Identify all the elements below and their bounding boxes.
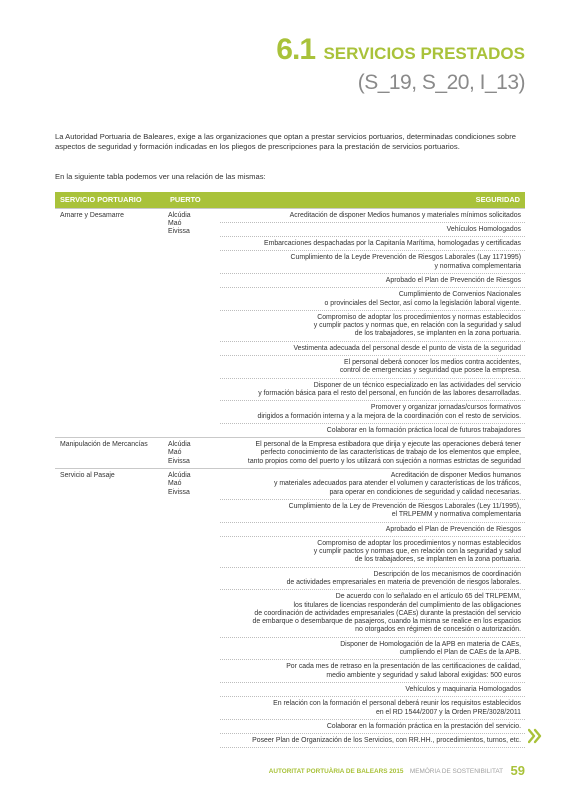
safety-requirement-cell: Vestimenta adecuada del personal desde el punto de vista de la seguridad	[220, 341, 525, 355]
section-header	[276, 33, 525, 95]
table-row	[55, 469, 525, 500]
safety-requirement-cell: Cumplimiento de Convenios Nacionales o provinciales del Sector, así como la legislación laboral vigente.	[220, 288, 525, 311]
safety-requirement-cell: Descripción de los mecanismos de coordinación de actividades empresariales en materia de prevención de riesgos laborales.	[220, 567, 525, 590]
safety-requirement-cell: Colaborar en la formación práctica local de futuros trabajadores	[220, 423, 525, 437]
safety-requirement-cell: Acreditación de disponer Medios humanos y materiales mínimos solicitados	[220, 208, 525, 222]
service-name-cell: Servicio al Pasaje	[55, 469, 165, 748]
section-title: SERVICIOS PRESTADOS	[323, 44, 525, 63]
safety-requirement-cell: Acreditación de disponer Medios humanos y materiales adecuados para atender el volumen y características de los tráficos, para operar en condiciones de seguridad y calidad necesarias.	[220, 469, 525, 500]
safety-requirement-cell: Disponer de Homologación de la APB en materia de CAEs, cumpliendo el Plan de CAEs de la APB.	[220, 637, 525, 660]
table-row	[55, 438, 525, 469]
ports-cell: Alcúdia Maó Eivissa	[165, 438, 220, 469]
column-header-puerto: PUERTO	[165, 192, 220, 208]
safety-requirement-cell: El personal de la Empresa estibadora que dirija y ejecute las operaciones deberá tener perfecto conocimiento de las características de trabajo de los elementos que emplee, tanto propios como del puerto y los utilizará con sujeción a normas estrictas de seguridad	[220, 438, 525, 469]
safety-requirement-cell: El personal deberá conocer los medios contra accidentes, control de emergencias y seguridad que posee la empresa.	[220, 356, 525, 379]
table-body	[55, 208, 525, 748]
safety-requirement-cell: Aprobado el Plan de Prevención de Riesgos	[220, 522, 525, 536]
page-number: 59	[510, 763, 525, 778]
page-footer	[269, 760, 525, 778]
column-header-servicio: SERVICIO PORTUARIO	[55, 192, 165, 208]
safety-requirement-cell: Compromiso de adoptar los procedimientos y normas establecidos y cumplir pactos y normas que, en relación con la seguridad y salud de los trabajadores, se implanten en la zona portuaria.	[220, 536, 525, 567]
service-name-cell: Amarre y Desamarre	[55, 208, 165, 438]
table-header-row	[55, 192, 525, 208]
ports-cell: Alcúdia Maó Eivissa	[165, 208, 220, 438]
safety-requirement-cell: Aprobado el Plan de Prevención de Riesgos	[220, 273, 525, 287]
safety-requirement-cell: Compromiso de adoptar los procedimientos y normas establecidos y cumplir pactos y normas que, en relación con la seguridad y salud de los trabajadores, se implanten en la zona portuaria.	[220, 310, 525, 341]
intro-paragraph: La Autoridad Portuaria de Baleares, exige a las organizaciones que optan a prestar servicios portuarios, determinadas condiciones sobre aspectos de seguridad y formación indicadas en los pliegos de prescripciones para la prestación de servicios portuarios.	[55, 132, 516, 151]
safety-requirement-cell: Poseer Plan de Organización de los Servicios, con RR.HH., procedimientos, turnos, etc.	[220, 734, 525, 748]
table-row	[55, 208, 525, 222]
safety-requirement-cell: Promover y organizar jornadas/cursos formativos dirigidos a formación interna y a la mejora de la coordinación con el resto de servicios.	[220, 401, 525, 424]
double-chevron-right-icon[interactable]	[528, 728, 542, 744]
safety-requirement-cell: Vehículos Homologados	[220, 222, 525, 236]
safety-requirement-cell: Embarcaciones despachadas por la Capitanía Marítima, homologadas y certificadas	[220, 237, 525, 251]
safety-requirement-cell: De acuerdo con lo señalado en el artículo 65 del TRLPEMM, los titulares de licencias responderán del cumplimiento de las obligaciones de coordinación de actividades empresariales (CAEs) durante la prestación del servicio de embarque o desembarque de pasajeros, cuando la misma se realice en los espacios no otorgados en régimen de concesión o autorización.	[220, 590, 525, 637]
intro-lead: En la siguiente tabla podemos ver una relación de las mismas:	[55, 172, 266, 181]
ports-cell: Alcúdia Maó Eivissa	[165, 469, 220, 748]
safety-requirement-cell: En relación con la formación el personal deberá reunir los requisitos establecidos en el RD 1544/2007 y la Orden PRE/3028/2011	[220, 697, 525, 720]
service-name-cell: Manipulación de Mercancías	[55, 438, 165, 469]
safety-requirement-cell: Disponer de un técnico especializado en las actividades del servicio y formación básica para el resto del personal, en función de las labores desarrolladas.	[220, 378, 525, 401]
column-header-seguridad: SEGURIDAD	[220, 192, 525, 208]
safety-requirement-cell: Por cada mes de retraso en la presentación de las certificaciones de calidad, medio ambiente y seguridad y salud laboral exigidas: 500 euros	[220, 660, 525, 683]
footer-organization: AUTORITAT PORTUÀRIA DE BALEARS 2015	[268, 768, 404, 775]
safety-requirements-table	[55, 192, 525, 748]
section-number: 6.1	[276, 33, 316, 66]
safety-requirement-cell: Cumplimiento de la Leyde Prevención de Riesgos Laborales (Lay 1171995) y normativa complementaria	[220, 251, 525, 274]
safety-requirement-cell: Cumplimiento de la Ley de Prevención de Riesgos Laborales (Ley 11/1995), el TRLPEMM y normativa complementaria	[220, 499, 525, 522]
section-codes: (S_19, S_20, I_13)	[357, 71, 525, 94]
safety-requirement-cell: Colaborar en la formación práctica en la prestación del servicio.	[220, 719, 525, 733]
safety-requirement-cell: Vehículos y maquinaria Homologados	[220, 682, 525, 696]
footer-report-title: MEMÒRIA DE SOSTENIBILITAT	[409, 768, 504, 775]
